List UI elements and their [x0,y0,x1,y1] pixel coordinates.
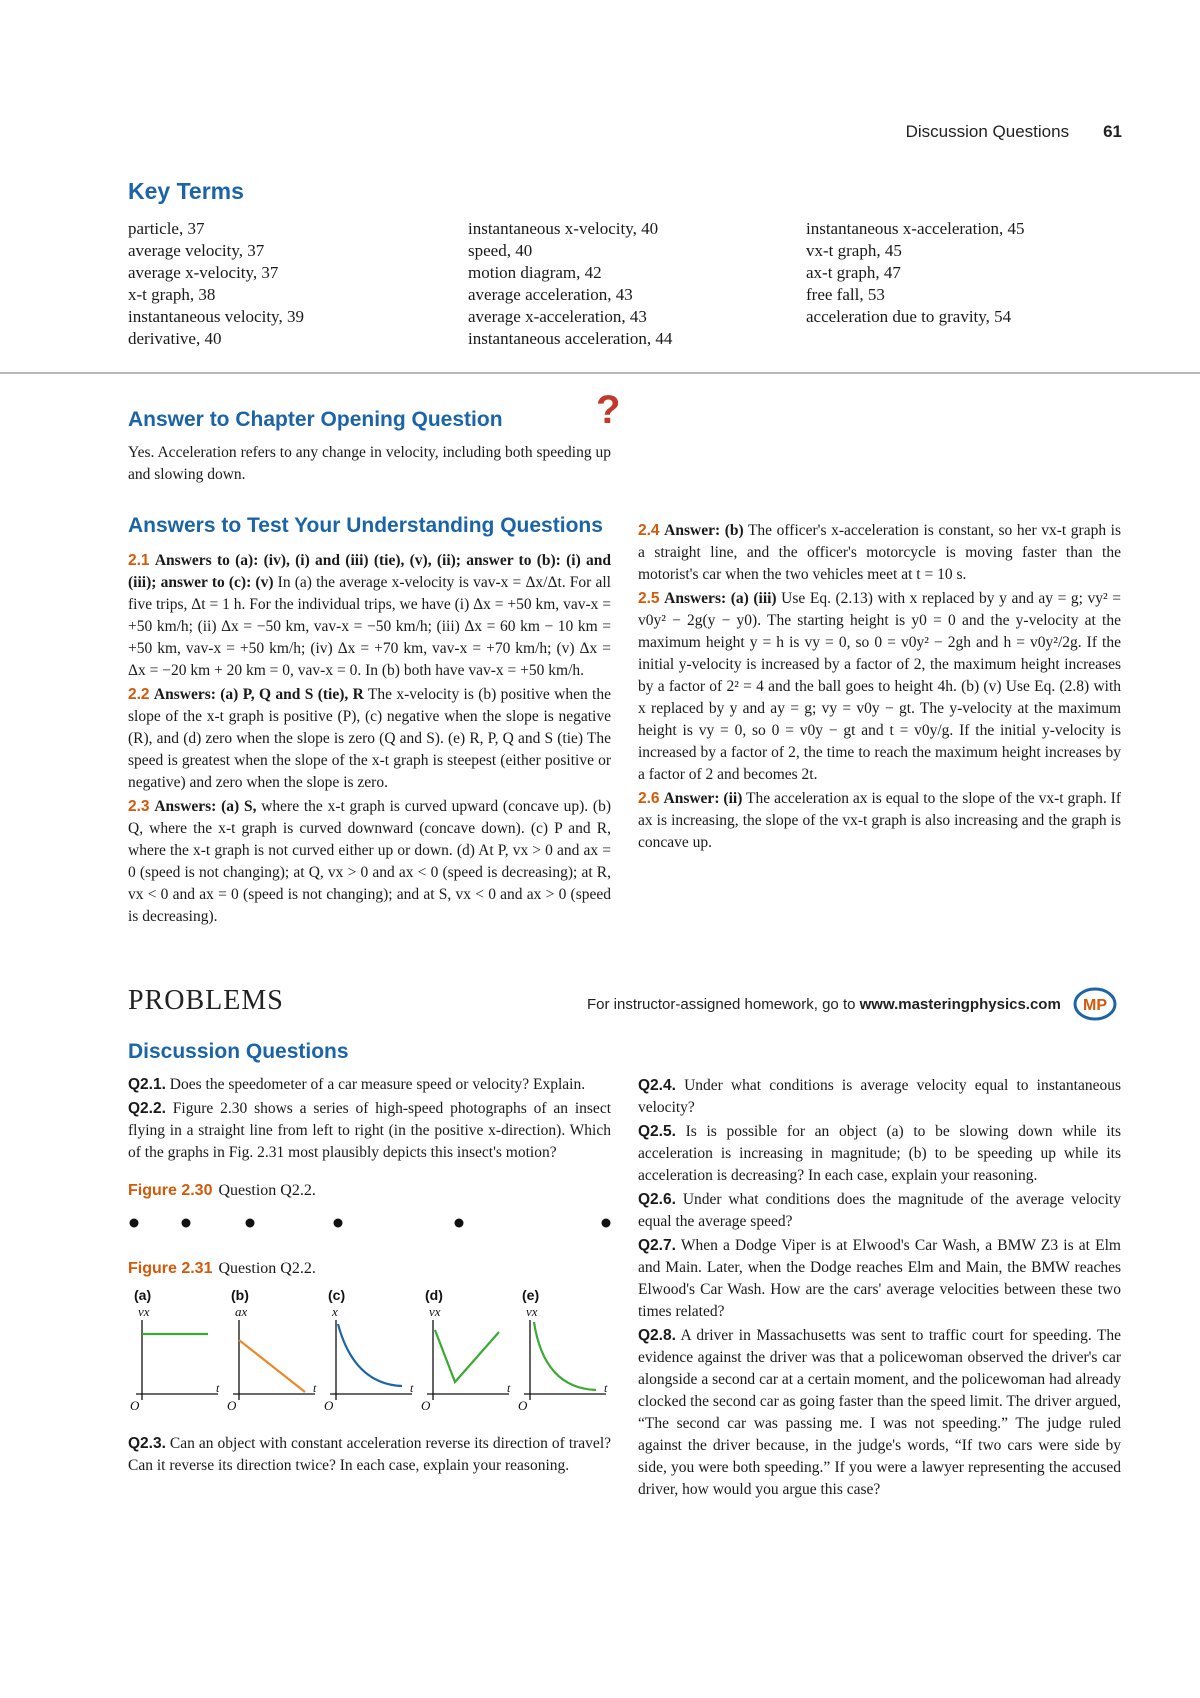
mastering-physics-logo-icon [1073,987,1117,1021]
key-term: average x-velocity, 37 [128,263,279,282]
problems-title: PROBLEMS [128,985,284,1016]
question-text: When a Dodge Viper is at Elwood's Car Wash, a BMW Z3 is at Elm and Main. Later, when the Dodge reaches Elm and Main, the BMW reaches Elwood's Car Wash. How are the cars' average velocities between these two times related? [638,1237,1121,1320]
graph-t-label: t [507,1381,511,1395]
answer-text: The acceleration ax is equal to the slope of the vx-t graph. If ax is increasing, the slope of the vx-t graph is also increasing and the graph is concave up. [638,790,1121,851]
instructor-note [587,996,1061,1013]
running-header [906,122,1122,142]
graph-axis-label: vx [526,1304,538,1319]
answer-lead: Answer: (ii) [663,790,743,807]
opening-answer-title: Answer to Chapter Opening Question [128,408,503,431]
answers-right-column [638,520,1121,856]
graph-t-label: t [410,1381,414,1395]
question-item [128,1433,611,1477]
answer-item [128,796,611,928]
mp-logo-text: MP [1083,997,1107,1014]
key-term: average velocity, 37 [128,241,265,260]
answer-text: where the x-t graph is curved upward (concave up). (b) Q, where the x-t graph is curved downward (concave down). (c) P and R, where the x-t graph is not curved either up or down. (d) At P, vx > 0 and ax = 0 (speed is not changing); at Q, vx > 0 and ax < 0 (speed is decreasing); at R, vx < 0 and ax = 0 (speed is not changing); and at S, vx < 0 and ax > 0 (speed is decreasing). [128,798,612,925]
figure-2-31-caption [128,1260,611,1278]
graph-curve [534,1322,596,1390]
problems-right-column [638,1075,1121,1503]
key-terms-col-2 [468,218,672,350]
answer-item [638,788,1121,854]
insect-dot [182,1219,191,1228]
question-item [638,1325,1121,1501]
key-term: motion diagram, 42 [468,263,602,282]
graph-curve [435,1330,499,1382]
question-number: Q2.3. [128,1435,166,1452]
question-text: Figure 2.30 shows a series of high-speed photographs of an insect flying in a straight line from left to right (in the positive x-direction). Which of the graphs in Fig. 2.31 most plausibly depicts this insect's motion? [128,1100,612,1161]
key-term: instantaneous x-velocity, 40 [468,219,659,238]
answer-text: In (a) the average x-velocity is vav-x = Δx/Δt. For all five trips, Δt = 1 h. For the individual trips, we have (i) Δx = +50 km, vav-x = +50 km/h; (ii) Δx = −50 km, vav-x = −50 km/h; (iii) Δx = 60 km − 10 km = +50 km, vav-x = +50 km/h; (iv) Δx = +70 km, vav-x = +70 km/h; (v) Δx = Δx = −20 km + 20 km = 0, vav-x = 0. In (b) both have vav-x = +50 km/h. [128,574,611,679]
page-number: 61 [1103,122,1122,141]
answer-lead: Answers: (a) P, Q and S (tie), R [153,686,364,703]
question-number: Q2.7. [638,1237,676,1254]
graph-t-label: t [313,1381,317,1395]
question-item [638,1189,1121,1233]
answer-number: 2.1 [128,552,150,569]
key-term: acceleration due to gravity, 54 [806,307,1012,326]
answer-number: 2.5 [638,590,660,607]
question-number: Q2.2. [128,1100,166,1117]
key-term: derivative, 40 [128,329,222,348]
answer-lead: Answers to (a): (iv), (i) and (iii) (tie), (v), (ii); answer to (b): (i) and (iii); answer to (c): (v) [128,552,612,591]
question-text: A driver in Massachusetts was sent to traffic court for speeding. The evidence against the driver was that a policewoman observed the driver's car alongside a second car at a certain moment, and the policewoman had already clocked the second car as going faster than the speed limit. The driver argued, “The second car was passing me. I was not speeding.” The judge ruled against the driver because, in the judge's words, “If two cars were side by side, you were both speeding.” If you were a lawyer representing the accused driver, how would you argue this case? [638,1327,1121,1498]
question-number: Q2.1. [128,1076,166,1093]
key-term: instantaneous acceleration, 44 [468,329,673,348]
question-number: Q2.4. [638,1077,676,1094]
key-term: instantaneous x-acceleration, 45 [806,219,1025,238]
key-term: ax-t graph, 47 [806,263,901,282]
graph-axis-label: vx [138,1304,150,1319]
key-term: average x-acceleration, 43 [468,307,647,326]
graph-curve [338,1324,402,1386]
graph-label: (c) [328,1287,346,1303]
graph-label: (e) [522,1287,540,1303]
figure-caption-text: Question Q2.2. [218,1260,316,1277]
discussion-title: Discussion Questions [128,1040,349,1063]
answer-text: The x-velocity is (b) positive when the slope of the x-t graph is positive (P), (c) negative when the slope is negative (R), and (d) zero when the slope is zero (Q and S). (e) R, P, Q and S (tie) The speed is greatest when the slope of the x-t graph is steepest (either positive or negative) and zero when the slope is zero. [128,686,611,791]
figure-caption-text: Question Q2.2. [218,1182,316,1199]
mastering-physics-link[interactable]: www.masteringphysics.com [859,996,1061,1013]
answer-number: 2.2 [128,686,150,703]
answer-lead: Answer: (b) [664,522,744,539]
question-item [638,1235,1121,1323]
graph-origin-label: O [130,1398,140,1411]
answer-item [128,550,611,682]
graph-axis-label: vx [429,1304,441,1319]
answer-item [128,684,611,794]
question-item [638,1075,1121,1119]
figure-2-30-caption [128,1182,611,1200]
question-text: Under what conditions is average velocity equal to instantaneous velocity? [638,1077,1122,1116]
graph-curve [239,1340,305,1392]
insect-dot [334,1219,343,1228]
opening-answer-text: Yes. Acceleration refers to any change in velocity, including both speeding up and slowing down. [128,444,611,483]
test-answers-title: Answers to Test Your Understanding Questions [128,514,603,537]
question-number: Q2.6. [638,1191,676,1208]
answers-left-column [128,408,611,930]
key-terms-title: Key Terms [128,178,244,204]
instructor-prefix: For instructor-assigned homework, go to [587,996,860,1013]
graph-axis-label: x [332,1304,338,1319]
question-text: Is is possible for an object (a) to be slowing down while its acceleration is increasing in magnitude; (b) to be speeding up while its acceleration is decreasing? In each case, explain your reasoning. [638,1123,1121,1184]
question-text: Does the speedometer of a car measure speed or velocity? Explain. [169,1076,586,1093]
key-terms-col-1 [128,218,304,350]
graph-label: (d) [425,1287,443,1303]
graph-label: (a) [134,1287,152,1303]
key-term: vx-t graph, 45 [806,241,902,260]
answer-item [638,520,1121,586]
key-term: free fall, 53 [806,285,885,304]
question-number: Q2.5. [638,1123,676,1140]
answer-text: Use Eq. (2.13) with x replaced by y and ay = g; vy² = v0y² − 2g(y − y0). The starting height is y0 = 0 and the y-velocity at the maximum height y = h is vy = 0, so 0 = v0y² − 2gh and h = v0y²/2g. If the initial y-velocity is increased by a factor of 2, the maximum height increases by a factor of 2² = 4 and the ball goes to height 4h. (b) (v) Use Eq. (2.8) with x replaced by y and ay = g; vy = v0y − gt. The y-velocity at the maximum height is vy = 0, so 0 = v0y − gt and t = v0y/g. If the initial y-velocity is increased by a factor of 2, the time to reach the maximum height increases by a factor of 2 and becomes 2t. [638,590,1122,783]
insect-dot [130,1219,139,1228]
answer-lead: Answers: (a) (iii) [664,590,777,607]
figure-label: Figure 2.30 [128,1182,213,1199]
graph-label: (b) [231,1287,249,1303]
key-term: average acceleration, 43 [468,285,633,304]
question-mark-icon: ? [596,388,621,432]
answer-number: 2.4 [638,522,660,539]
graph-origin-label: O [421,1398,431,1411]
graph-t-label: t [216,1381,220,1395]
header-section: Discussion Questions [905,122,1070,141]
answer-number: 2.6 [638,790,660,807]
question-text: Can an object with constant acceleration reverse its direction of travel? Can it reverse its direction twice? In each case, explain your reasoning. [128,1435,612,1474]
motion-graphs [128,1286,611,1411]
graph-origin-label: O [324,1398,334,1411]
insect-dot [602,1219,611,1228]
insect-photo-dots [128,1206,611,1240]
section-divider [0,372,1200,374]
problems-left-column [128,1040,611,1479]
question-item [128,1098,611,1164]
key-terms-col-3 [806,218,1025,328]
question-item [128,1074,611,1096]
key-term: particle, 37 [128,219,205,238]
answer-text: The officer's x-acceleration is constant, so her vx-t graph is a straight line, and the officer's motorcycle is moving faster than the motorist's car when the two vehicles meet at t = 10 s. [638,522,1122,583]
graph-t-label: t [604,1381,608,1395]
key-term: instantaneous velocity, 39 [128,307,304,326]
question-number: Q2.8. [638,1327,676,1344]
answer-item [638,588,1121,786]
graph-origin-label: O [518,1398,528,1411]
insect-dot [455,1219,464,1228]
insect-dot [246,1219,255,1228]
graph-origin-label: O [227,1398,237,1411]
question-text: Under what conditions does the magnitude of the average velocity equal the average speed? [638,1191,1121,1230]
answer-number: 2.3 [128,798,150,815]
question-item [638,1121,1121,1187]
answer-lead: Answers: (a) S, [154,798,257,815]
key-term: x-t graph, 38 [128,285,216,304]
key-term: speed, 40 [468,241,533,260]
graph-axis-label: ax [235,1304,248,1319]
figure-label: Figure 2.31 [128,1260,213,1277]
